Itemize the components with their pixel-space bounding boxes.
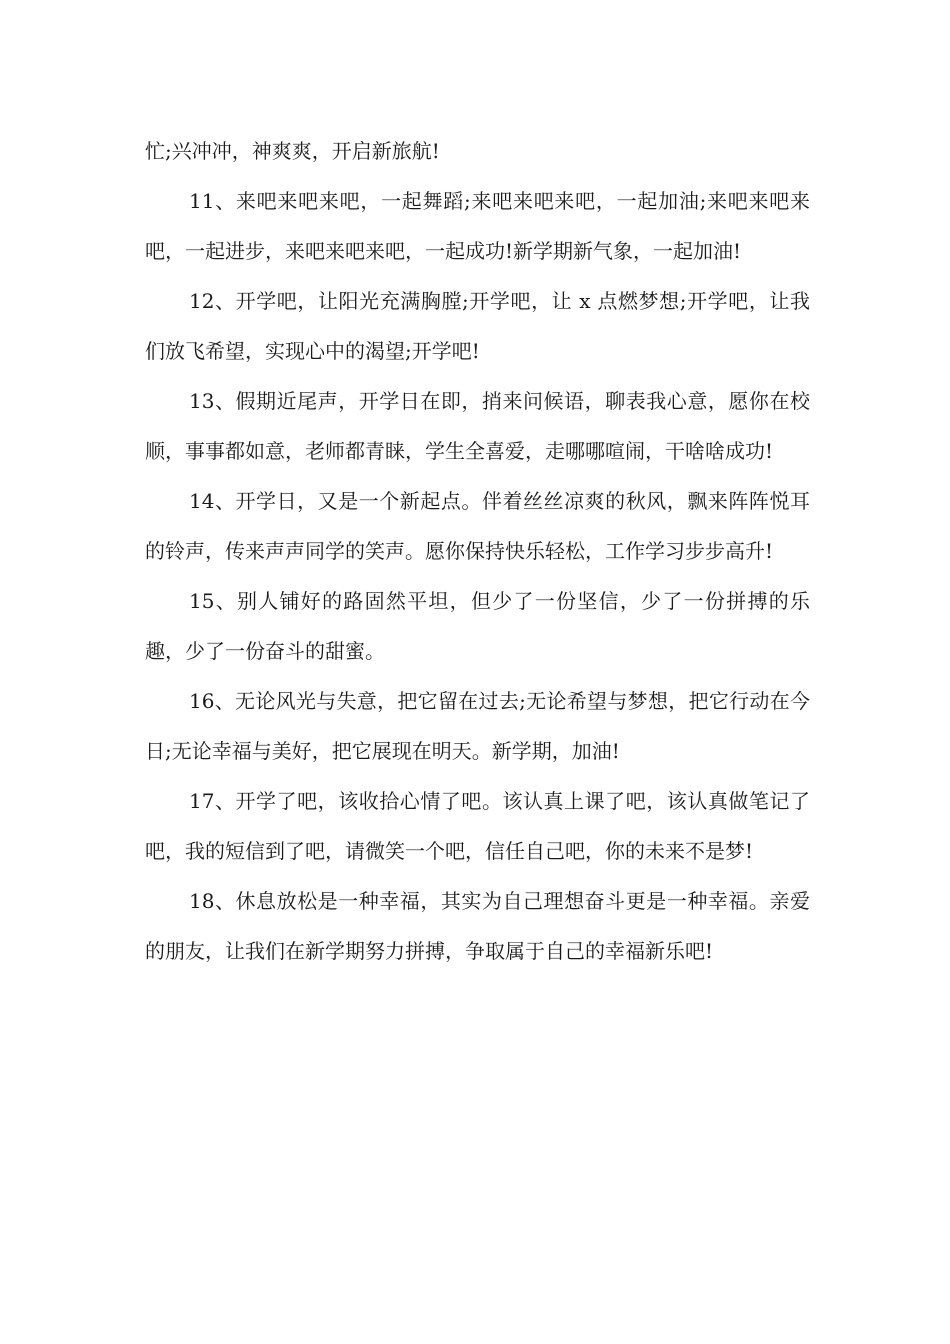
paragraph-item-18: 18、休息放松是一种幸福，其实为自己理想奋斗更是一种幸福。亲爱的朋友，让我们在新学期努力拼搏，争取属于自己的幸福新乐吧!: [145, 889, 810, 963]
paragraph-item-16: 16、无论风光与失意，把它留在过去;无论希望与梦想，把它行动在今日;无论幸福与美好，把它展现在明天。新学期，加油!: [145, 689, 810, 763]
paragraph-item-13: 13、假期近尾声，开学日在即，捎来问候语，聊表我心意，愿你在校顺，事事都如意，老师都青睐，学生全喜爱，走哪哪喧闹，干啥啥成功!: [145, 389, 810, 463]
paragraph-item-12: 12、开学吧，让阳光充满胸膛;开学吧，让 x 点燃梦想;开学吧，让我们放飞希望，实现心中的渴望;开学吧!: [145, 289, 810, 363]
document-page: [145, 126, 810, 976]
paragraph-item-14: 14、开学日，又是一个新起点。伴着丝丝凉爽的秋风，飘来阵阵悦耳的铃声，传来声声同学的笑声。愿你保持快乐轻松，工作学习步步高升!: [145, 489, 810, 563]
paragraph-continuation: 忙;兴冲冲，神爽爽，开启新旅航!: [145, 139, 440, 163]
paragraph-item-17: 17、开学了吧，该收拾心情了吧。该认真上课了吧，该认真做笔记了吧，我的短信到了吧，请微笑一个吧，信任自己吧，你的未来不是梦!: [145, 789, 810, 863]
paragraph-item-15: 15、别人铺好的路固然平坦，但少了一份坚信，少了一份拼搏的乐趣，少了一份奋斗的甜蜜。: [145, 589, 810, 663]
paragraph-item-11: 11、来吧来吧来吧，一起舞蹈;来吧来吧来吧，一起加油;来吧来吧来吧，一起进步，来吧来吧来吧，一起成功!新学期新气象，一起加油!: [145, 189, 810, 263]
